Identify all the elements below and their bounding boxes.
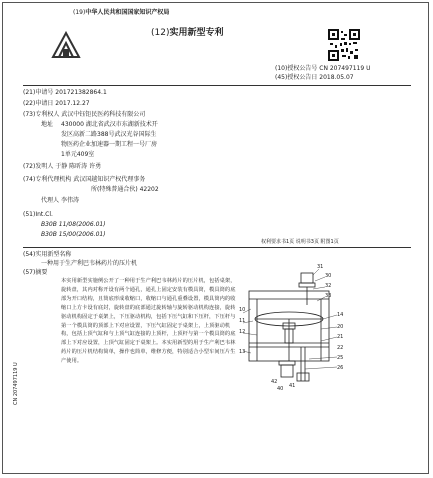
fig-label-25: 25 [337,355,344,361]
agency-line-1: (74)专利代理机构 武汉国越知识产权代理事务 [23,176,146,183]
fig-label-20: 20 [337,324,344,330]
fig-label-41: 41 [289,383,296,389]
pub-date-line: (45)授权公告日 2018.05.07 [275,74,354,81]
agent-line: 代理人 李伟涛 [41,197,79,204]
abstract-label: (57)摘要 [23,269,48,276]
app-date-line: (22)申请日 2017.12.27 [23,100,90,107]
fig-label-11: 11 [239,318,246,324]
doc-type-line: (12)实用新型专利 [151,28,224,38]
utility-model-title: 一种用于生产利巴韦林药片的压片机 [41,260,138,267]
body-divider [23,247,411,248]
page-count-note: 权利要求书1页 说明书3页 附图1页 [261,239,339,245]
ipc-1: B30B 11/08(2006.01) [41,221,106,228]
fig-label-31: 31 [317,264,324,270]
address-line-1: 430000 湖北省武汉市东湖新技术开 [61,121,158,128]
fig-label-14: 14 [337,312,344,318]
fig-label-30: 30 [325,273,332,279]
header-divider [23,85,411,86]
address-line-4: 1单元409室 [61,151,95,158]
fig-label-13: 13 [239,349,246,355]
ipc-2: B30B 15/00(2006.01) [41,231,106,238]
inventor-line: (72)发明人 于静 陈昕涛 许勇 [23,163,102,170]
office-line: (19)中华人民共和国国家知识产权局 [73,9,170,16]
side-code: CN 207497119 U [13,362,19,405]
office-logo-icon [51,31,81,59]
fig-label-26: 26 [337,365,344,371]
fig-label-10: 10 [239,307,246,313]
address-line-2: 发区高新二路388号武汉光谷国际生 [61,131,157,138]
address-label: 地址 [41,121,54,128]
abstract-text: 本实用新型实施例公开了一种用于生产利巴韦林药片的压片机，包括桌架，旋转盘，其内对称开设有两个通孔，通孔上固定安装有模具筒，模具筒的底部为开口结构，且筒底形成收缩口，收缩口与通孔重叠设置，模具筒内的收缩口上方卡设有底封，旋转盘的底部通过旋转轴与旋转驱动机构连接，旋转驱动机构固定于桌架上，下压驱动机构，包括下压气缸和下压杆，下压杆与第一个模具筒的顶部上下对应设置，下压气缸固定于桌架上，上顶驱动机构，包括上顶气缸和与上顶气缸连接的上顶杆，上顶杆与第一个模具筒的底部上下对应设置，上顶气缸固定于桌架上。本实用新型的用于生产利巴韦林药片的压片机结构简单，操作也简单，维修方便，特别适合小型车间压片生产使用。 [61,278,236,365]
title-label: (54)实用新型名称 [23,251,72,258]
address-line-3: 物医药企业加速器一期工程一号厂房 [61,141,158,148]
fig-label-22: 22 [337,345,344,351]
fig-label-33: 33 [325,293,332,299]
fig-label-12: 12 [239,329,246,335]
fig-label-42: 42 [271,379,278,385]
app-no-line: (21)申请号 201721382864.1 [23,89,107,96]
pub-no-line: (10)授权公告号 CN 207497119 U [275,65,371,72]
patent-page [2,2,429,474]
fig-label-21: 21 [337,334,344,340]
fig-label-40: 40 [277,386,284,391]
fig-label-32: 32 [325,283,332,289]
abstract-figure [239,261,349,391]
ipc-label: (51)Int.Cl. [23,211,53,218]
agency-line-2: 所(特殊普通合伙) 42202 [91,186,159,193]
qr-code-icon [328,29,360,61]
patentee-line: (73)专利权人 武汉中钰钜民医药科技有限公司 [23,111,146,118]
